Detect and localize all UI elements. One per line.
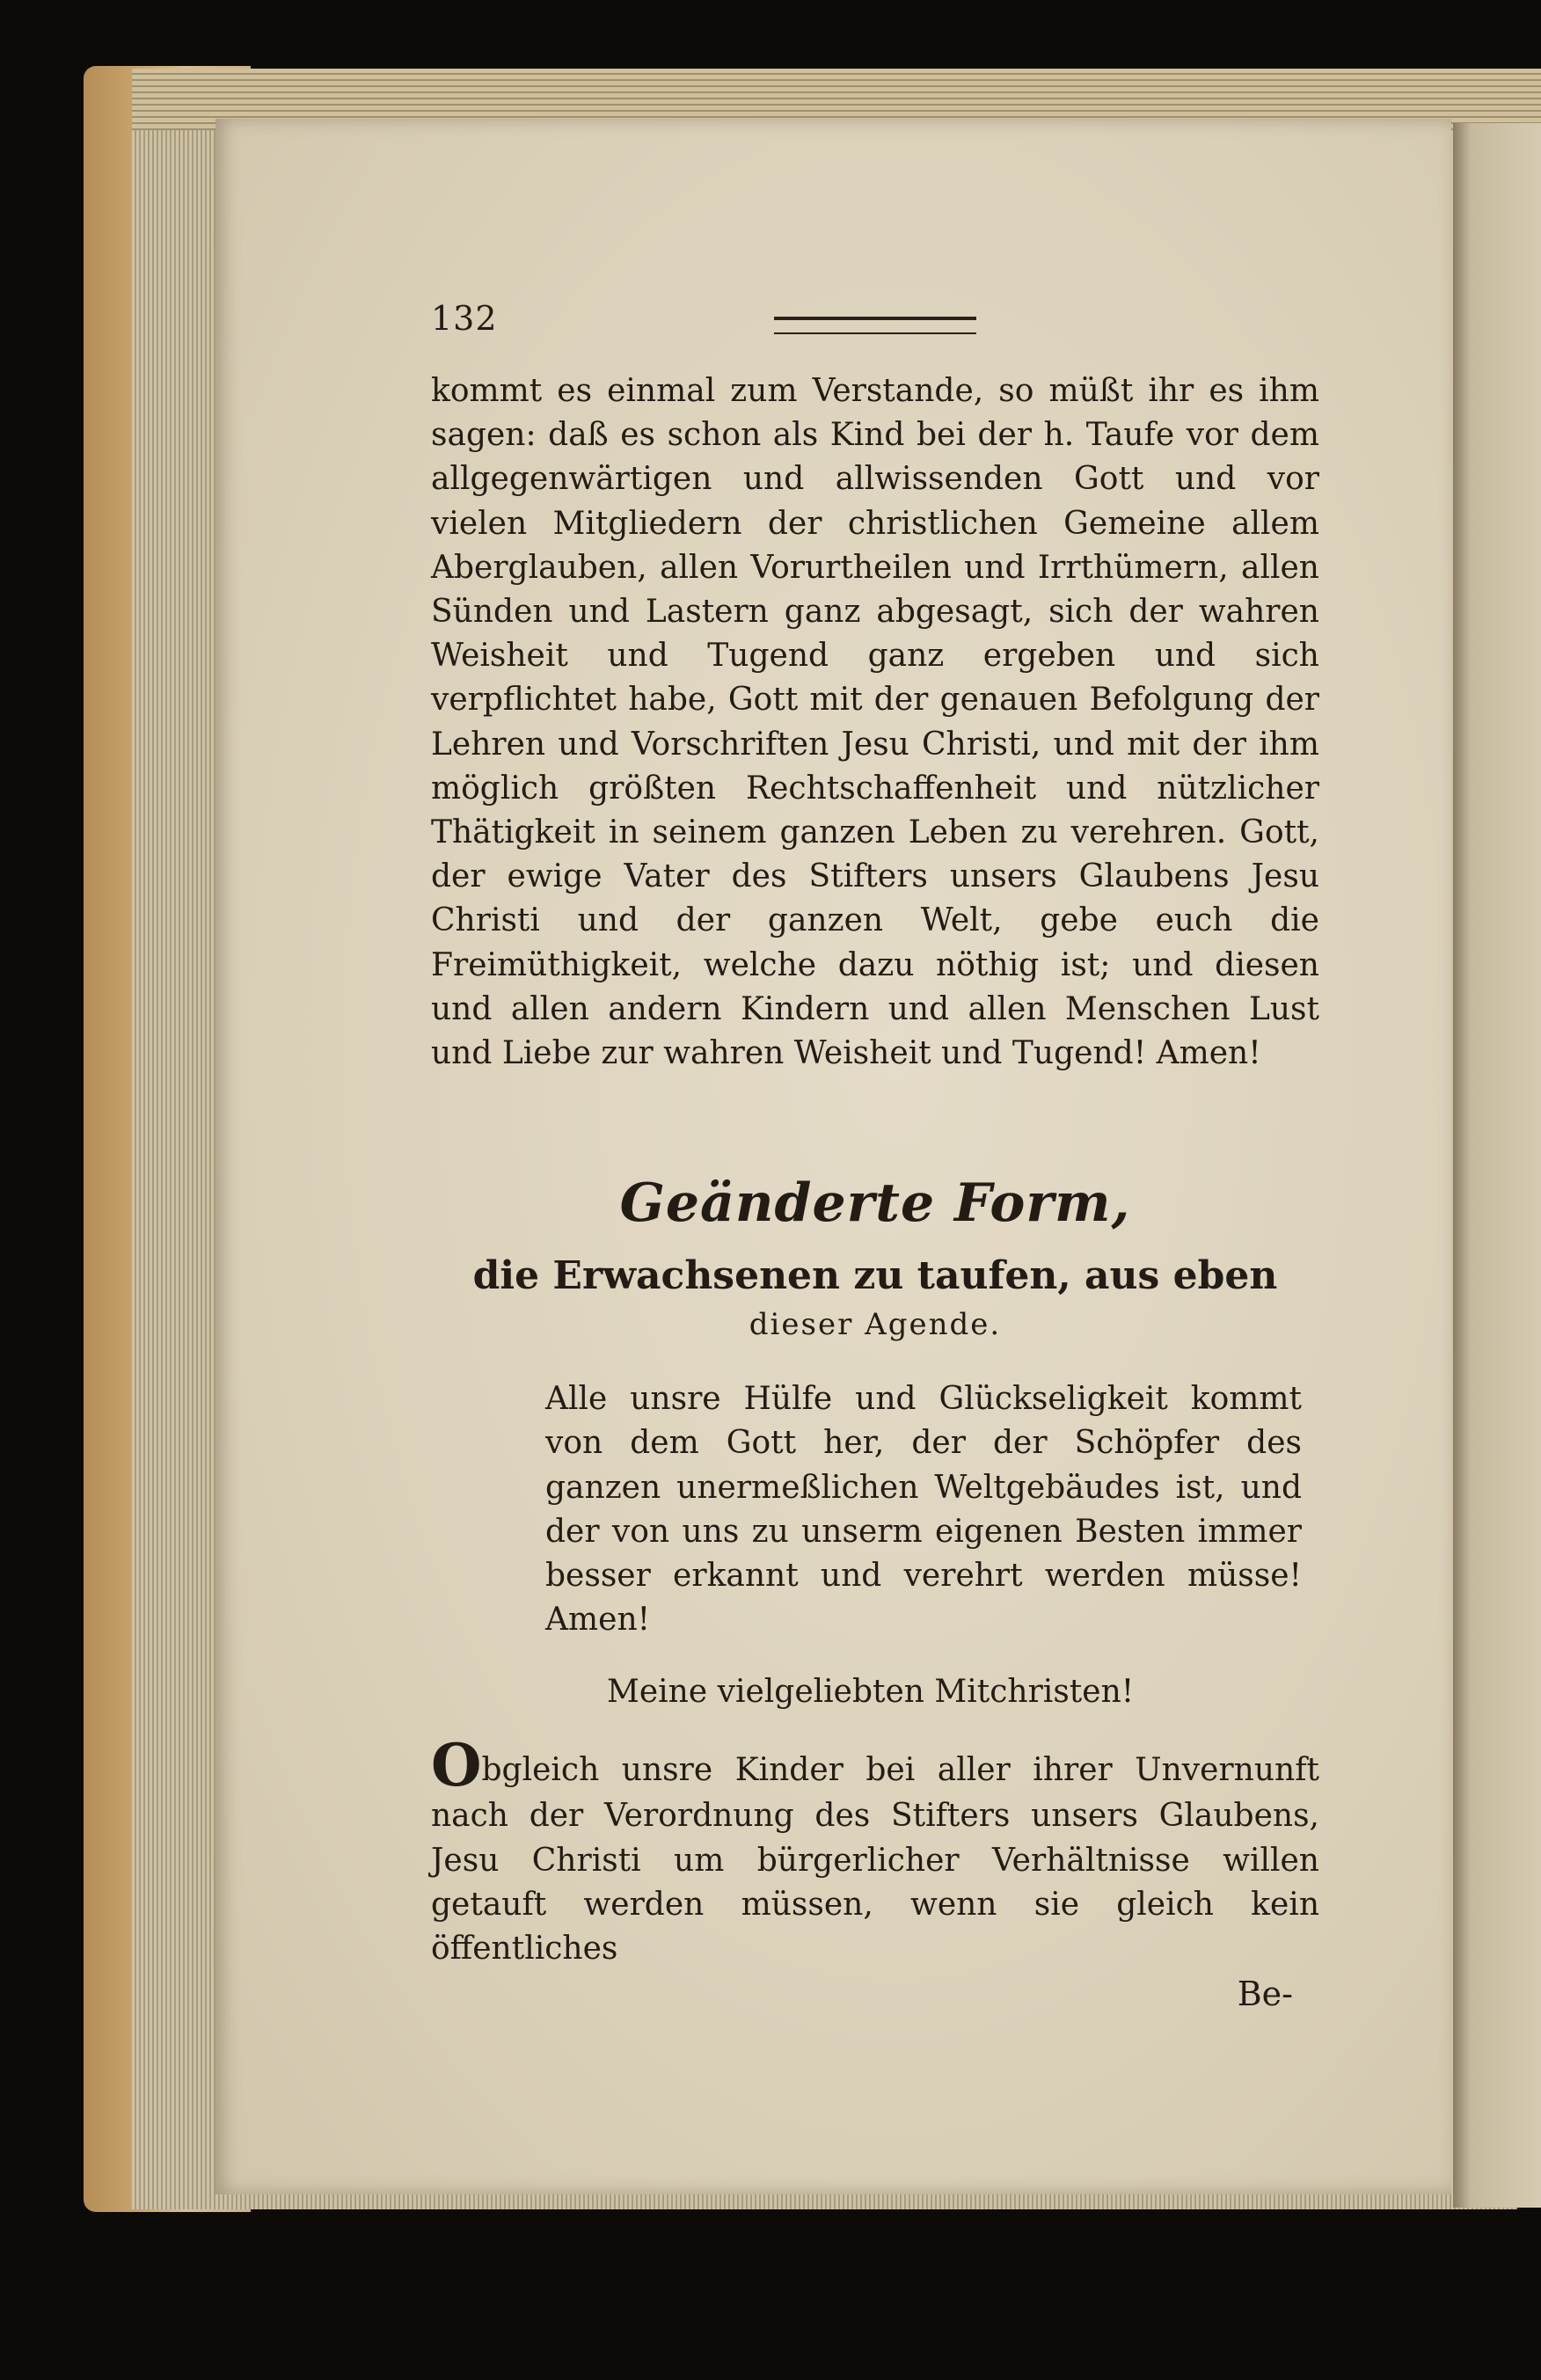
catchword: Be-: [1237, 1975, 1293, 2014]
header-rule: [774, 317, 976, 334]
section-subtitle-2: dieser Agende.: [749, 1307, 1002, 1343]
page-header: [431, 299, 1319, 352]
section-title: Geänderte Form,: [619, 1172, 1131, 1235]
salutation: Meine vielgeliebten Mitchristen!: [607, 1674, 1135, 1711]
drop-capital: O: [431, 1731, 482, 1800]
section-subtitle: die Erwachsenen zu taufen, aus eben: [472, 1253, 1278, 1299]
intro-paragraph: kommt es einmal zum Verstande, so müßt ihr es ihm sagen: daß es schon als Kind bei der h. Taufe vor dem allgegenwärtigen und allwissenden Gott und vor vielen Mitgliedern der christlichen Gemeine allem Aberglauben, allen Vorurtheilen und Irrthümern, allen Sünden und Lastern ganz abgesagt, sich der wahren Weisheit und Tugend ganz ergeben und sich verpflichtet habe, Gott mit der genauen Befolgung der Lehren und Vorschriften Jesu Christi, und mit der ihm möglich größten Rechtschaffenheit und nützlicher Thätigkeit in seinem ganzen Leben zu verehren. Gott, der ewige Vater des Stifters unsers Glaubens Jesu Christi und der ganzen Welt, gebe euch die Freimüthigkeit, welche dazu nöthig ist; und diesen und allen andern Kindern und allen Menschen Lust und Liebe zur wahren Weisheit und Tugend! Amen!: [431, 373, 1319, 1072]
page-number: 132: [431, 299, 498, 338]
body-paragraph: [431, 1731, 1319, 1971]
prayer-paragraph: Alle unsre Hülfe und Glückseligkeit kommt von dem Gott her, der der Schöpfer des ganzen unermeßlichen Weltgebäudes ist, und der von uns zu unserm eigenen Besten immer besser erkannt und verehrt werden müsse! Amen!: [545, 1381, 1302, 1639]
body-text: bgleich unsre Kinder bei aller ihrer Unvernunft nach der Verordnung des Stifters unsers Glaubens, Jesu Christi um bürgerlicher Verhältnisse willen getauft werden müssen, wenn sie gleich kein öffentliches: [431, 1752, 1319, 1968]
facing-page-edge: [1453, 123, 1541, 2208]
page-content: [431, 299, 1319, 2013]
